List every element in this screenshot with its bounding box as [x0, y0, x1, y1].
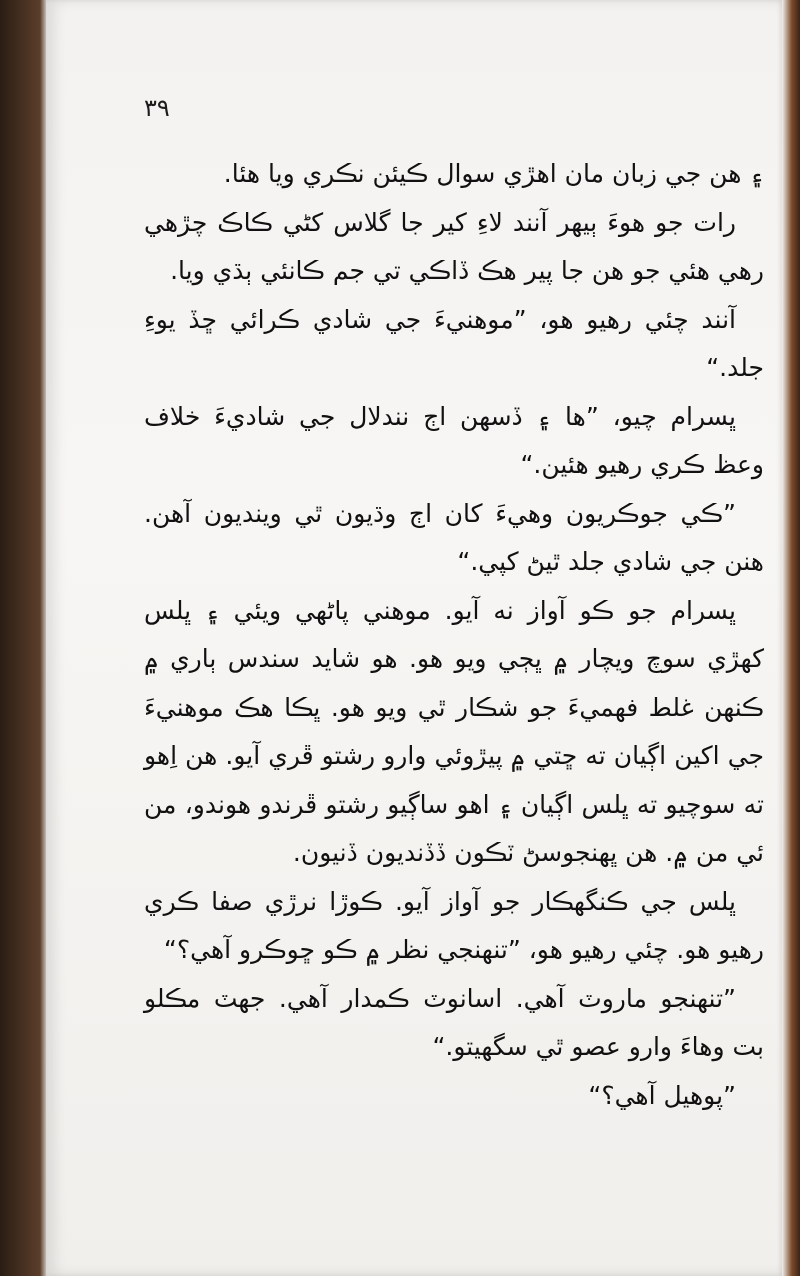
page-number: ٣٩: [144, 94, 170, 122]
paragraph: ڀسرام جو ڪو آواز نه آيو. موهني پاڻهي ويئي ۽ ڀلس کهڙي سوچ ويچار ۾ ڀڄي ويو هو. هو شايد سندس ٻاري ۾ ڪنهن غلط فهميءَ جو شڪار ٿي ويو هو. ڀڪا هڪ موهنيءَ جي اکين اڳيان ته ڇتي ۾ پيڙوئي وارو رشتو ڦري آيو. هن اِهو ته سوچيو ته ڀلس اڳيان ۽ اهو ساڳيو رشتو ڦرندو هوندو، من ئي من ۾. هن ڀهنجوسڻ ٽڪون ڏڏنديون ڏنيون.: [144, 595, 764, 867]
body-text: [144, 150, 764, 1120]
paragraph: ڀسرام چيو، ”ها ۽ ڏسهن اڄ نندلال جي شاديءَ خلاف وعظ ڪري رهيو هئين.“: [144, 401, 764, 479]
book-page: [46, 0, 782, 1276]
book-edge: [782, 0, 800, 1276]
paragraph: ”ڪي جوڪريون وهيءَ کان اڄ وڌيون ٿي وينديون آهن. هنن جي شادي جلد ٿيڻ کپي.“: [144, 498, 764, 576]
paragraph: آنند چئي رهيو هو، ”موهنيءَ جي شادي ڪرائي ڇڏ يوءِ جلد.“: [144, 304, 764, 382]
paragraph: ”تنهنجو ماروٽ آهي. اسانوٽ ڪمدار آهي. جهٽ مڪلو بت وهاءَ وارو عصو ٿي سگهيتو.“: [144, 983, 764, 1061]
paragraph: ”پوهيل آهي؟“: [588, 1080, 736, 1110]
paragraph: رات جو هوءَ ٻيهر آنند لاءِ کير جا گلاس کڻي ڪاڪ چڙهي رهي هئي جو هن جا پير هڪ ڏاڪي تي جم ڪانئي ٻڌي ويا.: [144, 207, 764, 285]
paragraph: ۽ هن جي زبان مان اهڙي سوال ڪيئن نڪري ويا هئا.: [223, 159, 764, 188]
paragraph: ڀلس جي ڪنگهڪار جو آواز آيو. ڪوڙا نرڙي صفا ڪري رهيو هو. چئي رهيو هو، ”تنهنجي نظر ۾ ڪو ڇوڪرو آهي؟“: [144, 886, 764, 964]
